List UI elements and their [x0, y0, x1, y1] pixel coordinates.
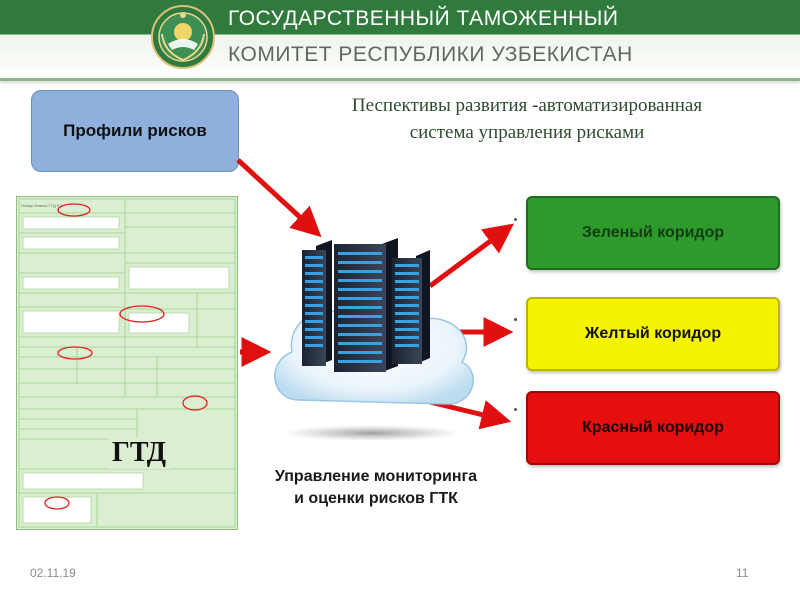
arrow-profile-to-server — [238, 160, 316, 232]
risk-profiles-label: Профили рисков — [63, 121, 207, 140]
green-corridor-label: Зеленый коридор — [581, 224, 725, 241]
red-corridor-box — [526, 391, 780, 465]
server-caption — [240, 466, 512, 510]
footer-date: 02.11.19 — [30, 566, 76, 580]
header-title-line2: КОМИТЕТ РЕСПУБЛИКИ УЗБЕКИСТАН — [228, 43, 633, 66]
green-corridor-box — [526, 196, 780, 270]
bullet-dot — [514, 408, 517, 411]
bullet-dot — [514, 318, 517, 321]
yellow-corridor-box — [526, 297, 780, 371]
red-corridor-label: Красный коридор — [582, 419, 724, 436]
header-title-line1: ГОСУДАРСТВЕННЫЙ ТАМОЖЕННЫЙ — [228, 7, 619, 30]
yellow-corridor-label: Желтый коридор — [584, 325, 722, 342]
arrow-to-green — [430, 228, 508, 286]
slide-title-line1: Песпективы развития -автоматизированная — [351, 95, 703, 116]
server-caption-line2: и оценки рисков ГТК — [294, 490, 458, 507]
form-field-number: Номер бланка ГТД ЕЭ — [21, 203, 63, 208]
server-racks-icon — [302, 238, 430, 372]
arrow-to-red — [430, 402, 504, 420]
server-caption-line1: Управление мониторинга — [274, 468, 478, 485]
slide-title-line2: система управления рисками — [409, 122, 645, 143]
page-number: 11 — [736, 566, 749, 580]
gtd-label: ГТД — [108, 437, 170, 469]
bullet-dot — [514, 218, 517, 221]
